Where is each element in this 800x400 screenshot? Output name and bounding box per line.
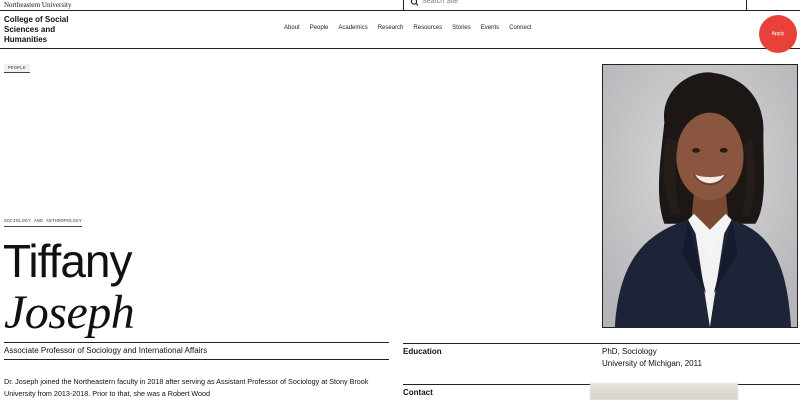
search-box[interactable]: [403, 0, 747, 11]
main-nav: [284, 25, 531, 31]
college-name-line-3: Humanities: [4, 35, 48, 44]
nav-stories[interactable]: Stories: [452, 25, 471, 31]
college-name-line-1: College of Social: [4, 15, 69, 24]
job-title: Associate Professor of Sociology and International Affairs: [4, 346, 208, 355]
education-school: University of Michigan, 2011: [602, 359, 702, 368]
divider: [4, 342, 389, 343]
education-label: Education: [403, 347, 442, 356]
nav-events[interactable]: Events: [480, 25, 500, 31]
nav-research[interactable]: Research: [377, 25, 404, 31]
contact-label: Contact: [403, 388, 433, 397]
profile-photo: [602, 64, 798, 328]
apply-button[interactable]: Apply: [759, 15, 797, 53]
last-name: Joseph: [4, 286, 135, 339]
university-name[interactable]: Northeastern University: [4, 1, 72, 9]
divider: [403, 343, 800, 344]
site-header: [0, 11, 800, 49]
nav-academics[interactable]: Academics: [338, 25, 368, 31]
people-badge: PEOPLE: [4, 64, 30, 73]
search-icon: [409, 0, 421, 7]
bio-text: Dr. Joseph joined the Northeastern faculty in 2018 after serving as Assistant Professor of Sociology at Stony Brook University from 2013-2018. Prior to that, she was a Robert Wood: [4, 377, 369, 398]
department-tag[interactable]: SOCIOLOGY AND ANTHROPOLOGY: [4, 219, 82, 227]
portrait-illustration: [603, 65, 797, 327]
nav-connect[interactable]: Connect: [509, 25, 532, 31]
college-name-line-2: Sciences and: [4, 25, 56, 34]
contact-card-placeholder: [590, 383, 738, 400]
search-input[interactable]: [422, 0, 622, 7]
nav-people[interactable]: People: [309, 25, 329, 31]
divider: [4, 359, 389, 360]
nav-resources[interactable]: Resources: [413, 25, 443, 31]
college-logo[interactable]: [4, 15, 68, 45]
education-degree: PhD, Sociology: [602, 347, 657, 356]
first-name: Tiffany: [3, 235, 132, 287]
nav-about[interactable]: About: [284, 25, 300, 31]
utility-bar: [0, 0, 800, 11]
